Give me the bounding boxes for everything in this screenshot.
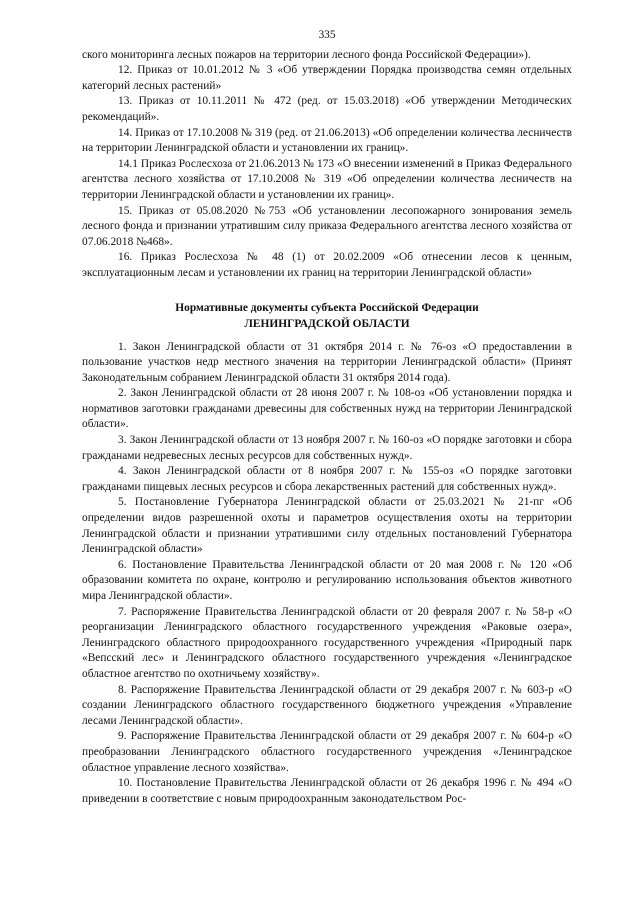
list-item: 13. Приказ от 10.11.2011 № 472 (ред. от 15.03.2018) «Об утверждении Методических рекомендаций».	[82, 95, 572, 123]
section-title: Нормативные документы субъекта Российской Федерации	[175, 301, 479, 314]
list-item: 12. Приказ от 10.01.2012 № 3 «Об утверждении Порядка производства семян отдельных категорий лесных растений»	[82, 64, 572, 92]
list-item: 8. Распоряжение Правительства Ленинградской области от 29 декабря 2007 г. № 603-р «О создании Ленинградского областного государственного бюджетного учреждения «Управление лесами Ленинградской области».	[82, 683, 572, 727]
list-item: 9. Распоряжение Правительства Ленинградской области от 29 декабря 2007 г. № 604-р «О преобразовании Ленинградского областного государственного учреждения «Ленинградское областное управление лесного хозяйства».	[82, 730, 572, 774]
list-item: 15. Приказ от 05.08.2020 №753 «Об установлении лесопожарного зонирования земель лесного фонда и признании утратившим силу приказа Федерального агентства лесного хозяйства от 07.06.2018 №468».	[82, 204, 572, 248]
list-item: 14. Приказ от 17.10.2008 № 319 (ред. от 21.06.2013) «Об определении количества лесничеств на территории Ленинградской области и установлении их границ».	[82, 126, 572, 155]
federal-documents-list	[82, 63, 572, 281]
list-item: 2. Закон Ленинградской области от 28 июня 2007 г. № 108-оз «Об установлении порядка и нормативов заготовки гражданами древесины для собственных нужд на территории Ленинградской области».	[82, 387, 572, 431]
list-item: 1. Закон Ленинградской области от 31 октября 2014 г. № 76-оз «О предоставлении в пользование участков недр местного значения на территории Ленинградской области» (Принят Законодательным собранием Ленинградской области 31 октября 2014 года).	[82, 340, 572, 384]
page-number: 335	[318, 29, 336, 41]
list-item: 3. Закон Ленинградской области от 13 ноября 2007 г. № 160-оз «О порядке заготовки и сбора гражданами недревесных лесных ресурсов для собственных нужд».	[82, 434, 572, 462]
document-page	[82, 28, 572, 807]
list-item: 10. Постановление Правительства Ленинградской области от 26 декабря 1996 г. № 494 «О приведении в соответствие с новым природоохранным законодательством Рос-	[82, 777, 572, 805]
list-item: 7. Распоряжение Правительства Ленинградской области от 20 февраля 2007 г. № 58-р «О реорганизации Ленинградского областного государственного учреждения «Раковые озера», Ленинградского областного природоохранного государственного учреждения «Природный парк «Вепсский лес» и Ленинградского областного государственного учреждения «Ленинградское областное агентство по охотничьему хозяйству».	[82, 605, 572, 680]
list-item: 14.1 Приказ Рослесхоза от 21.06.2013 № 173 «О внесении изменений в Приказ Федерального агентства лесного хозяйства от 17.10.2008 № 319 «Об определении количества лесничеств на территории Ленинградской области и установлении их границ».	[82, 157, 572, 201]
section-heading	[82, 301, 572, 332]
continuation-paragraph: ского мониторинга лесных пожаров на территории лесного фонда Российской Федерации»).	[82, 48, 531, 61]
list-item: 16. Приказ Рослесхоза № 48 (1) от 20.02.2009 «Об отнесении лесов к ценным, эксплуатационным лесам и установлении их границ на территории Ленинградской области»	[82, 251, 572, 279]
list-item: 5. Постановление Губернатора Ленинградской области от 25.03.2021 № 21-пг «Об определении видов разрешенной охоты и параметров осуществления охоты на территории Ленинградской области и признании утратившими силу отдельных постановлений Губернатора Ленинградской области»	[82, 496, 572, 556]
section-subtitle: ЛЕНИНГРАДСКОЙ ОБЛАСТИ	[244, 317, 410, 330]
regional-documents-list	[82, 340, 572, 808]
list-item: 6. Постановление Правительства Ленинградской области от 20 мая 2008 г. № 120 «Об образовании комитета по охране, контролю и регулированию использования объектов животного мира Ленинградской области».	[82, 558, 572, 602]
list-item: 4. Закон Ленинградской области от 8 ноября 2007 г. № 155-оз «О порядке заготовки гражданами пищевых лесных ресурсов и сбора лекарственных растений для собственных нужд».	[82, 465, 572, 493]
